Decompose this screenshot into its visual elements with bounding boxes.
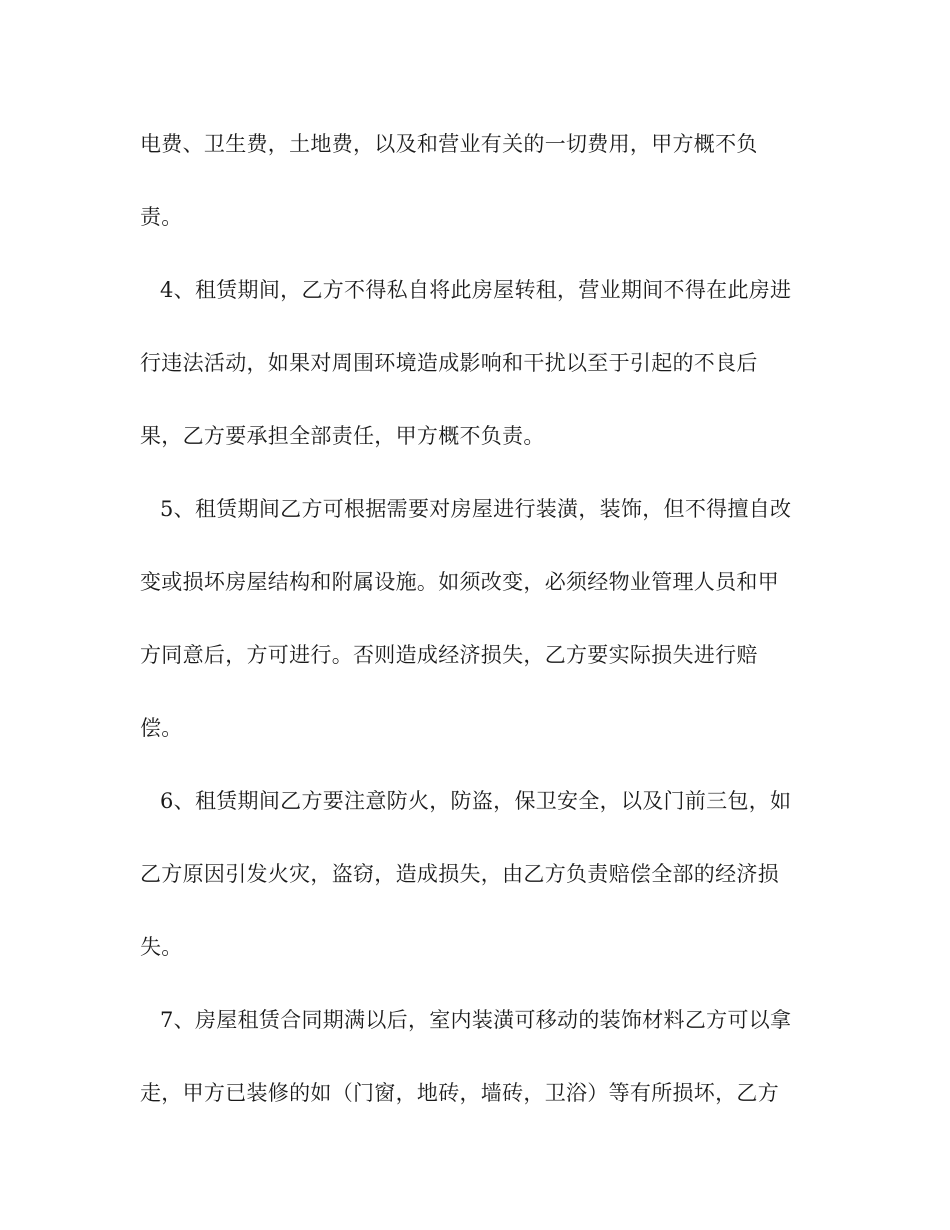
text-line: 失。 [140,935,183,959]
text-line: 果，乙方要承担全部责任，甲方概不负责。 [140,424,545,448]
text-line: 乙方原因引发火灾，盗窃，造成损失，由乙方负责赔偿全部的经济损 [140,862,779,886]
clause-7-line: 7、房屋租赁合同期满以后，室内装潢可移动的装饰材料乙方可以拿 [160,1008,792,1032]
text-line: 走，甲方已装修的如（门窗，地砖，墙砖，卫浴）等有所损坏，乙方 [140,1081,779,1105]
text-line: 行违法活动，如果对周围环境造成影响和干扰以至于引起的不良后 [140,351,758,375]
clause-5-line: 5、租赁期间乙方可根据需要对房屋进行装潢，装饰，但不得擅自改 [160,497,792,521]
text-line: 责。 [140,205,183,229]
text-line: 变或损坏房屋结构和附属设施。如须改变，必须经物业管理人员和甲 [140,570,779,594]
clause-4-line: 4、租赁期间，乙方不得私自将此房屋转租，营业期间不得在此房进 [160,278,792,302]
clause-6-line: 6、租赁期间乙方要注意防火，防盗，保卫安全，以及门前三包，如 [160,789,792,813]
text-line: 偿。 [140,716,183,740]
text-line: 方同意后，方可进行。否则造成经济损失，乙方要实际损失进行赔 [140,643,758,667]
text-line: 电费、卫生费，土地费，以及和营业有关的一切费用，甲方概不负 [140,132,758,156]
